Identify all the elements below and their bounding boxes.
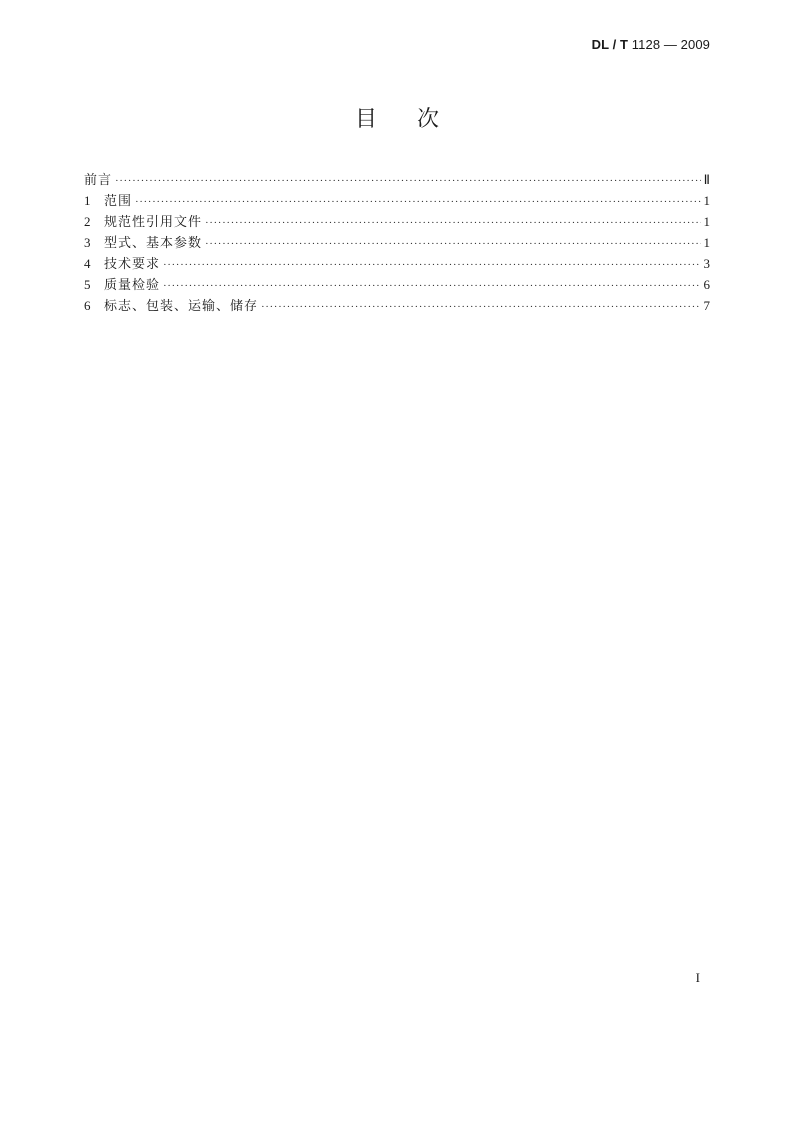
toc-dot-leader <box>115 171 701 192</box>
toc-entry-3[interactable] <box>84 232 710 253</box>
toc-entry-page: 7 <box>703 298 710 313</box>
toc-entry-number: 5 <box>84 277 91 292</box>
page-title: 目次 <box>354 107 479 132</box>
standard-code-number: 1128 — 2009 <box>628 37 710 52</box>
toc-entry-number: 1 <box>84 193 91 208</box>
toc-entry-page: 3 <box>703 256 710 271</box>
toc-dot-leader <box>261 297 700 318</box>
toc-entry-number: 2 <box>84 214 91 229</box>
toc-dot-leader <box>205 213 700 234</box>
toc-entry-5[interactable] <box>84 274 710 295</box>
toc-entry-page: 1 <box>703 193 710 208</box>
table-of-contents <box>84 169 710 316</box>
toc-dot-leader <box>205 234 700 255</box>
standard-code-prefix: DL / T <box>591 37 629 52</box>
toc-entry-number: 6 <box>84 298 91 313</box>
toc-entry-page: 6 <box>703 277 710 292</box>
standard-code <box>592 37 710 52</box>
toc-entry-page: 1 <box>703 214 710 229</box>
toc-entry-label: 前言 <box>84 173 113 188</box>
toc-entry-label: 标志、包装、运输、储存 <box>104 299 259 314</box>
toc-entry-number: 3 <box>84 235 91 250</box>
toc-entry-6[interactable] <box>84 295 710 316</box>
toc-dot-leader <box>163 255 700 276</box>
toc-entry-label: 范围 <box>104 194 133 209</box>
toc-dot-leader <box>163 276 700 297</box>
page-number: I <box>695 970 700 985</box>
toc-entry-label: 规范性引用文件 <box>104 215 203 230</box>
toc-entry-page: Ⅱ <box>703 172 710 187</box>
toc-entry-number: 4 <box>84 256 91 271</box>
toc-entry-label: 技术要求 <box>104 257 161 272</box>
toc-entry-label: 型式、基本参数 <box>104 236 203 251</box>
toc-entry-4[interactable] <box>84 253 710 274</box>
toc-entry-label: 质量检验 <box>104 278 161 293</box>
toc-entry-1[interactable] <box>84 190 710 211</box>
toc-entry-page: 1 <box>703 235 710 250</box>
toc-dot-leader <box>135 192 700 213</box>
toc-entry-foreword[interactable] <box>84 169 710 190</box>
toc-entry-2[interactable] <box>84 211 710 232</box>
